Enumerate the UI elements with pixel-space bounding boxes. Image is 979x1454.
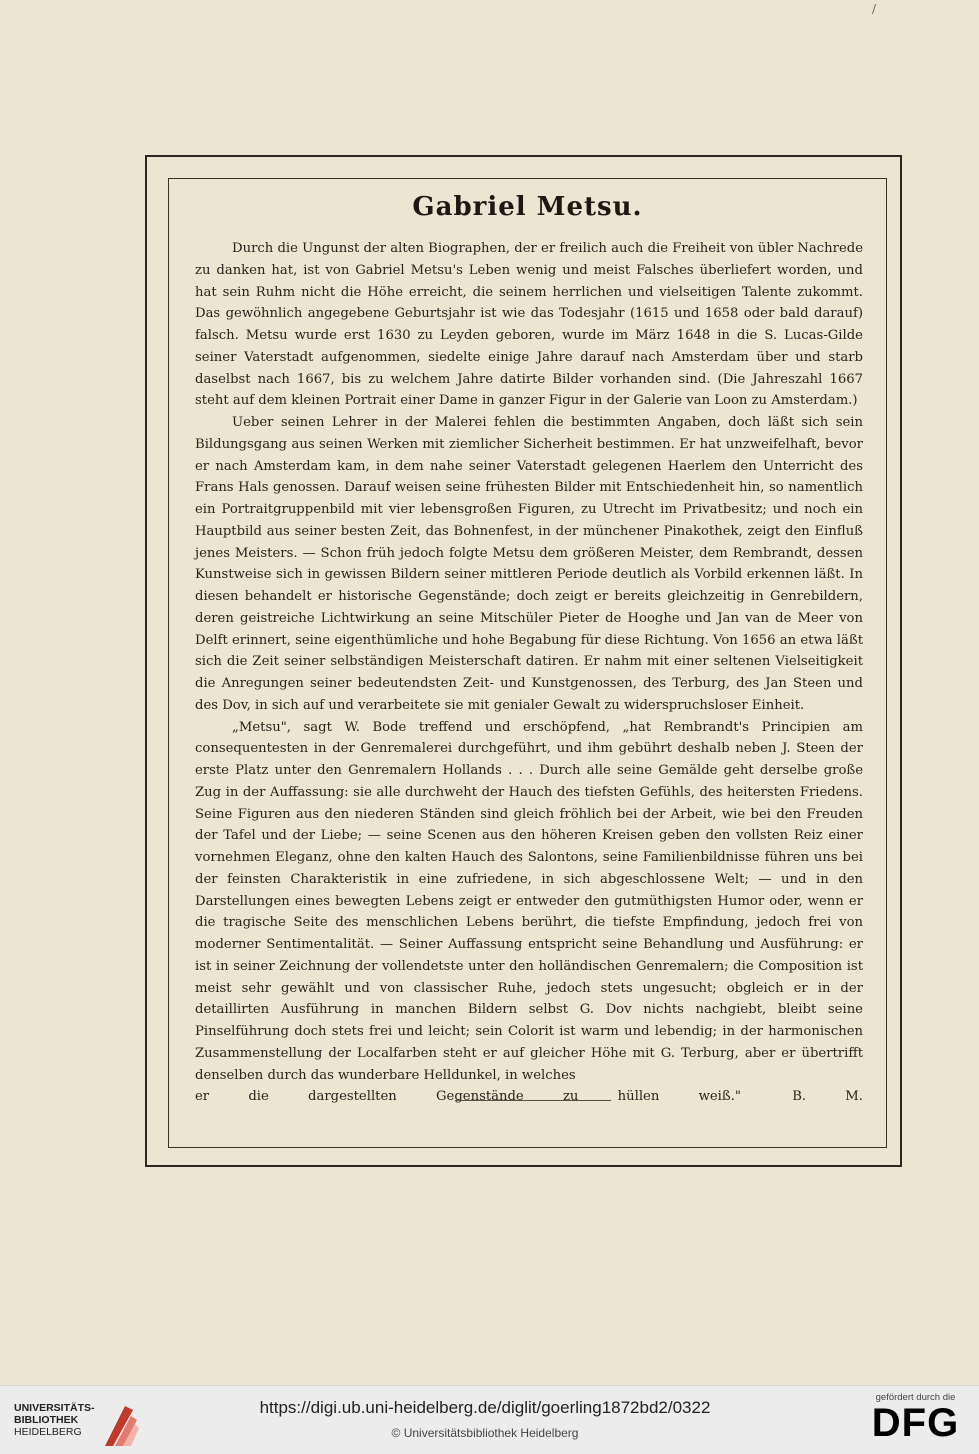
page-title: Gabriel Metsu. xyxy=(412,192,643,222)
closing-line xyxy=(195,1086,863,1108)
library-name xyxy=(14,1402,95,1438)
library-name-line2: BIBLIOTHEK xyxy=(14,1414,79,1426)
author-signature: B. M. xyxy=(792,1089,863,1105)
funding-label: gefördert durch die xyxy=(875,1392,956,1403)
permalink-url[interactable]: https://digi.ub.uni-heidelberg.de/diglit/goerling1872bd2/0322 xyxy=(259,1398,711,1417)
library-name-line3: HEIDELBERG xyxy=(14,1426,82,1438)
paragraph-3: „Metsu", sagt W. Bode treffend und erschöpfend, „hat Rembrandt's Principien am consequentesten in der Genremalerei durchgeführt, und ihm gebührt deshalb neben J. Steen der erste Platz unter den Genremalern Hollands . . . Durch alle seine Gemälde geht derselbe große Zug in der Auffassung: sie alle durchweht der Hauch des tiefsten Gefühls, des heitersten Friedens. Seine Figuren aus den niederen Ständen sind gleich fröhlich bei der Arbeit, wie bei den Freuden der Tafel und der Liebe; — seine Scenen aus den höheren Kreisen geben den vollsten Reiz einer vornehmen Eleganz, ohne den kalten Hauch des Salontons, seine Familienbildnisse führen uns bei der feinsten Charakteristik in eine zufriedene, in sich abgeschlossene Welt; — und in den Darstellungen eines bewegten Lebens zeigt er entweder den gutmüthigsten Humor oder, wenn er die tragische Seite des menschlichen Lebens berührt, die tiefste Empfindung, jedoch frei von moderner Sentimentalität. — Seiner Auffassung entspricht seine Behandlung und Ausführung: er ist in seiner Zeichnung der vollendetste unter den holländischen Genremalern; die Composition ist meist sehr gewählt und von classischer Ruhe, jedoch stets ungesucht; obgleich er in der detaillirten Ausführung in manchen Bildern selbst G. Dov nichts nachgiebt, bleibt seine Pinselführung doch stets frei und leicht; sein Colorit ist warm und lebendig; in der harmonischen Zusammenstellung der Localfarben steht er auf gleicher Höhe mit G. Terburg, aber er übertrifft denselben durch das wunderbare Helldunkel, in welches xyxy=(195,719,863,1083)
dfg-funding[interactable] xyxy=(858,1392,973,1450)
library-logo[interactable] xyxy=(14,1402,144,1448)
library-emblem-icon xyxy=(99,1402,143,1448)
library-name-line1: UNIVERSITÄTS- xyxy=(14,1402,95,1414)
dfg-logo: DFG xyxy=(871,1401,960,1445)
viewer-footer xyxy=(0,1385,979,1454)
paragraph-2: Ueber seinen Lehrer in der Malerei fehlen die bestimmten Angaben, doch läßt sich sein Bildungsgang aus seinen Werken mit ziemlicher Sicherheit bestimmen. Er hat unzweifelhaft, bevor er nach Amsterdam kam, in dem nahe seiner Vaterstadt gelegenen Haerlem den Unterricht des Frans Hals genossen. Darauf weisen seine frühesten Bilder mit Entschiedenheit hin, so namentlich ein Portraitgruppenbild mit vier lebensgroßen Figuren, zu Utrecht im Privatbesitz; und noch ein Hauptbild aus seiner besten Zeit, das Bohnenfest, in der münchener Pinakothek, zeigt den Einfluß jenes Meisters. — Schon früh jedoch folgte Metsu dem größeren Meister, dem Rembrandt, dessen Kunstweise sich in gewissen Bildern seiner mittleren Periode deutlich als Vorbild erkennen läßt. In diesen behandelt er historische Gegenstände; doch zeigt er bereits gleichzeitig in Genrebildern, deren geistreiche Lichtwirkung an seine Mitschüler Pieter de Hooghe und Jan van de Meer von Delft erinnert, seine eigenthümliche und hohe Begabung für diese Richtung. Von 1656 an etwa läßt sich die Zeit seiner selbständigen Meisterschaft datiren. Er nahm mit einer seltenen Vielseitigkeit die Anregungen seiner bedeutendsten Zeit- und Kunstgenossen, des Terburg, des Jan Steen und des Dov, in sich auf und verarbeitete sie mit genialer Gewalt zu widerspruchsloser Einheit. xyxy=(195,415,863,713)
paragraph-1: Durch die Ungunst der alten Biographen, der er freilich auch die Freiheit von übler Nachrede zu danken hat, ist von Gabriel Metsu's Leben wenig und meist Falsches überliefert worden, und hat sein Ruhm nicht die Höhe erreicht, die seinem herrlichen und vielseitigen Talente zukommt. Das gewöhnlich angegebene Geburtsjahr ist wie das Todesjahr (1615 und 1658 oder bald darauf) falsch. Metsu wurde erst 1630 zu Leyden geboren, wurde im März 1648 in die S. Lucas-Gilde seiner Vaterstadt aufgenommen, siedelte einige Jahre darauf nach Amsterdam über und starb daselbst nach 1667, bis zu welchem Jahre datirte Bilder vorhanden sind. (Die Jahreszahl 1667 steht auf dem kleinen Portrait einer Dame in ganzer Figur in der Galerie van Loon zu Amsterdam.) xyxy=(195,241,863,409)
body-text xyxy=(195,238,863,1108)
copyright-notice: © Universitätsbibliothek Heidelberg xyxy=(391,1426,579,1440)
corner-mark: / xyxy=(872,2,877,16)
closing-divider xyxy=(455,1100,611,1101)
closing-text: er die dargestellten Gegenstände zu hüllen weiß." xyxy=(195,1089,741,1105)
